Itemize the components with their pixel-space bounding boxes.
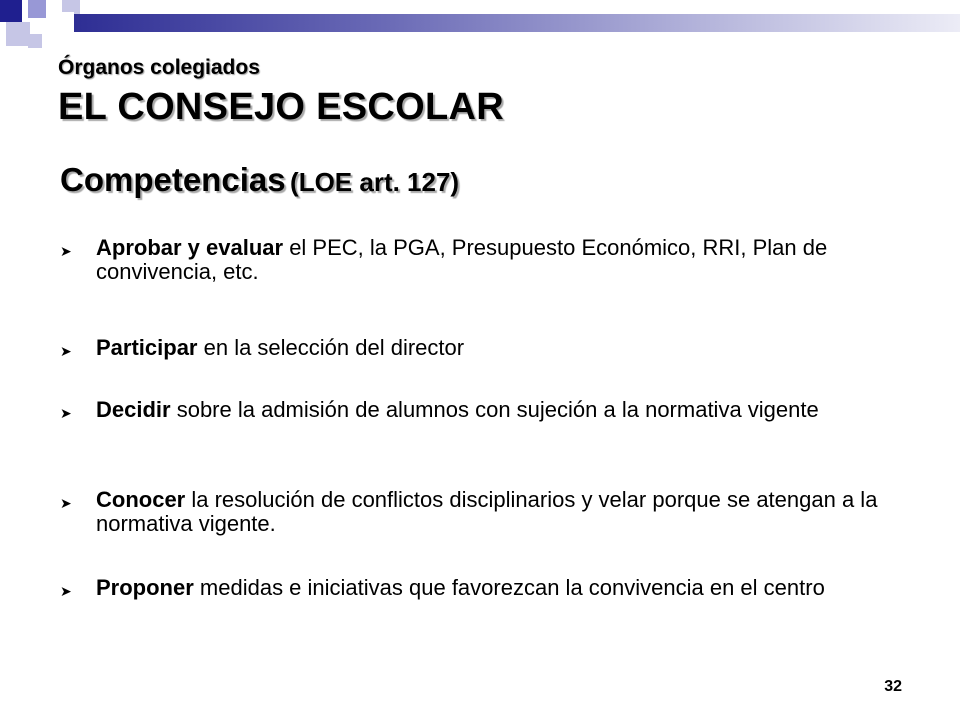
decorative-square (6, 22, 30, 46)
list-item (60, 488, 920, 536)
bullet-verb: Proponer (96, 575, 194, 600)
bullet-rest: el PEC, la PGA, Presupuesto Económico, RRI, Plan de convivencia, etc. (96, 235, 828, 284)
header-gradient-bar (74, 14, 960, 32)
arrowhead-bullet-icon: ➤ (60, 405, 72, 421)
bullet-text (96, 398, 916, 422)
bullet-verb: Participar (96, 335, 198, 360)
decorative-square (28, 34, 42, 48)
arrowhead-bullet-icon: ➤ (60, 583, 72, 599)
bullet-text (96, 576, 916, 600)
decorative-square (28, 0, 46, 18)
page-number: 32 (884, 678, 902, 695)
subtitle (60, 161, 459, 199)
subtitle-main: Competencias (60, 161, 286, 198)
bullet-text (96, 336, 916, 360)
bullet-rest: la resolución de conflictos disciplinarios y velar porque se atengan a la normativa vigente. (96, 487, 878, 536)
section-title: Órganos colegiados (58, 56, 260, 79)
subtitle-reference: (LOE art. 127) (290, 167, 460, 197)
bullet-text (96, 236, 916, 284)
list-item (60, 336, 920, 360)
arrowhead-bullet-icon: ➤ (60, 243, 72, 259)
arrowhead-bullet-icon: ➤ (60, 343, 72, 359)
bullet-verb: Conocer (96, 487, 186, 512)
slide-title: EL CONSEJO ESCOLAR (58, 86, 504, 128)
list-item (60, 576, 920, 600)
bullet-rest: en la selección del director (197, 335, 465, 360)
bullet-verb: Decidir (96, 397, 171, 422)
arrowhead-bullet-icon: ➤ (60, 495, 72, 511)
list-item (60, 236, 920, 284)
bullet-rest: sobre la admisión de alumnos con sujeción a la normativa vigente (170, 397, 819, 422)
bullet-rest: medidas e iniciativas que favorezcan la convivencia en el centro (193, 575, 825, 600)
list-item (60, 398, 920, 422)
decorative-square (48, 12, 74, 32)
bullet-verb: Aprobar y evaluar (96, 235, 284, 260)
decorative-square (0, 0, 22, 22)
bullet-text (96, 488, 916, 536)
